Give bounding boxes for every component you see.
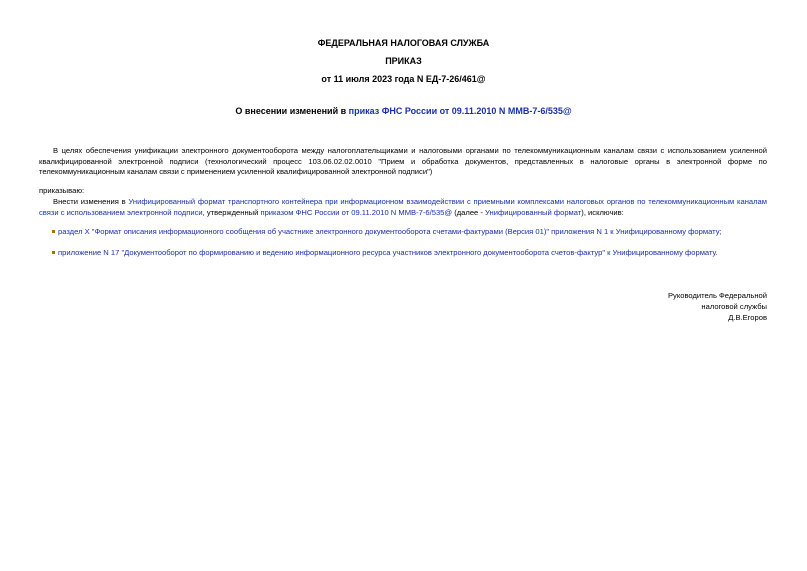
amendment-start: Внести изменения в bbox=[53, 197, 129, 206]
agency-heading: ФЕДЕРАЛЬНАЯ НАЛОГОВАЯ СЛУЖБА bbox=[317, 38, 490, 48]
amendment-end: ), исключив: bbox=[581, 207, 624, 217]
signature-title-line2: налоговой службы bbox=[701, 302, 767, 311]
order-535-link[interactable]: приказом ФНС России от 09.11.2010 N ММВ-7-6/535@ bbox=[260, 207, 453, 217]
unified-format-link[interactable]: Унифицированный формат транспортного контейнера при информационном взаимодействии с приемными комплексами налоговых органов по телекоммуникационным каналам связи с использованием электронной подписи bbox=[39, 197, 767, 217]
appendix-17-link[interactable]: приложение N 17 "Документооборот по формированию и ведению информационного ресурса участников электронного документооборота счетов-фактур" к Унифицированному формату. bbox=[58, 248, 718, 257]
section-x-link[interactable]: раздел X "Формат описания информационного сообщения об участнике электронного документооборота счетами-фактурами (Версия 01)" приложения N 1 к Унифицированному формату; bbox=[58, 227, 722, 236]
title-order-link[interactable]: приказ ФНС России от 09.11.2010 N ММВ-7-6/535@ bbox=[348, 106, 572, 116]
date-number-heading: от 11 июля 2023 года N ЕД-7-26/461@ bbox=[321, 74, 486, 84]
doc-type-heading: ПРИКАЗ bbox=[385, 56, 422, 66]
document-title bbox=[0, 106, 807, 116]
amendment-after: (далее - bbox=[452, 207, 486, 217]
bullet-icon bbox=[52, 230, 55, 233]
order-word: приказываю: bbox=[39, 186, 85, 195]
amendment-mid: , утвержденный bbox=[202, 207, 261, 217]
list-item bbox=[52, 248, 767, 258]
title-prefix: О внесении изменений в bbox=[235, 106, 349, 116]
signature-name: Д.В.Егоров bbox=[728, 313, 767, 322]
unified-format-short-link[interactable]: Унифицированный формат bbox=[485, 207, 582, 217]
bullet-icon bbox=[52, 251, 55, 254]
amendment-paragraph bbox=[39, 197, 767, 218]
preamble-paragraph: В целях обеспечения унификации электронного документооборота между налогоплательщиками и налоговыми органами по телекоммуникационным каналам связи с использованием усиленной квалифицированной электронной подписи (технологический процесс 103.06.02.02.0010 "Прием и обработка документов, представленных в налоговые органы в электронной форме по телекоммуникационным каналам связи с применением усиленной квалифицированной электронной подписи") bbox=[39, 146, 767, 176]
signature-block bbox=[668, 290, 767, 323]
list-item bbox=[52, 227, 767, 237]
signature-title-line1: Руководитель Федеральной bbox=[667, 291, 767, 300]
